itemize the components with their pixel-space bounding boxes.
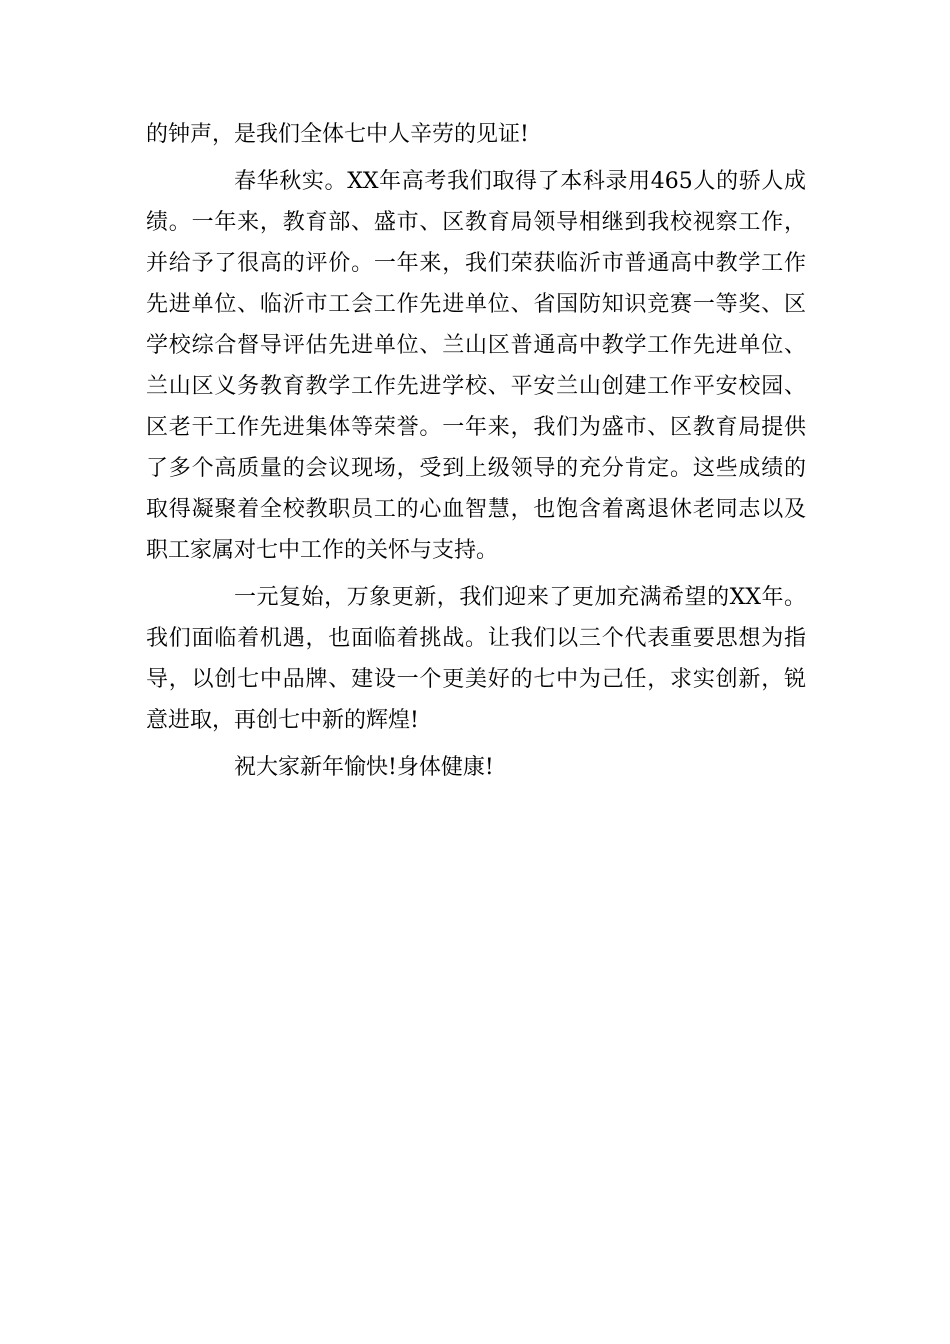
text-line: 并给予了很高的评价。一年来，我们荣获临沂市普通高中教学工作 <box>146 251 806 276</box>
text-line: 取得凝聚着全校教职员工的心血智慧，也饱含着离退休老同志以及 <box>146 497 806 522</box>
text-line: 我们面临着机遇，也面临着挑战。让我们以三个代表重要思想为指 <box>146 626 806 651</box>
text-line: 的钟声，是我们全体七中人辛劳的见证! <box>146 122 529 147</box>
text-line: 学校综合督导评估先进单位、兰山区普通高中教学工作先进单位、 <box>146 333 806 358</box>
text-line: 一元复始，万象更新，我们迎来了更加充满希望的XX年。 <box>234 585 806 610</box>
text-line: 绩。一年来，教育部、盛市、区教育局领导相继到我校视察工作， <box>146 210 806 235</box>
text-line: 先进单位、临沂市工会工作先进单位、省国防知识竞赛一等奖、区 <box>146 292 806 317</box>
text-line: 区老干工作先进集体等荣誉。一年来，我们为盛市、区教育局提供 <box>146 415 806 440</box>
paragraph-new-year <box>146 577 806 741</box>
text-line: 祝大家新年愉快!身体健康! <box>234 755 494 780</box>
text-line: 职工家属对七中工作的关怀与支持。 <box>146 538 499 563</box>
text-line: 春华秋实。XX年高考我们取得了本科录用465人的骄人成 <box>234 169 806 194</box>
paragraph-greeting <box>146 747 806 788</box>
text-line: 了多个高质量的会议现场，受到上级领导的充分肯定。这些成绩的 <box>146 456 806 481</box>
paragraph-continuation <box>146 114 806 155</box>
text-line: 兰山区义务教育教学工作先进学校、平安兰山创建工作平安校园、 <box>146 374 806 399</box>
text-line: 导，以创七中品牌、建设一个更美好的七中为己任，求实创新，锐 <box>146 667 806 692</box>
document-body <box>146 114 806 788</box>
paragraph-achievements <box>146 161 806 571</box>
text-line: 意进取，再创七中新的辉煌! <box>146 708 419 733</box>
